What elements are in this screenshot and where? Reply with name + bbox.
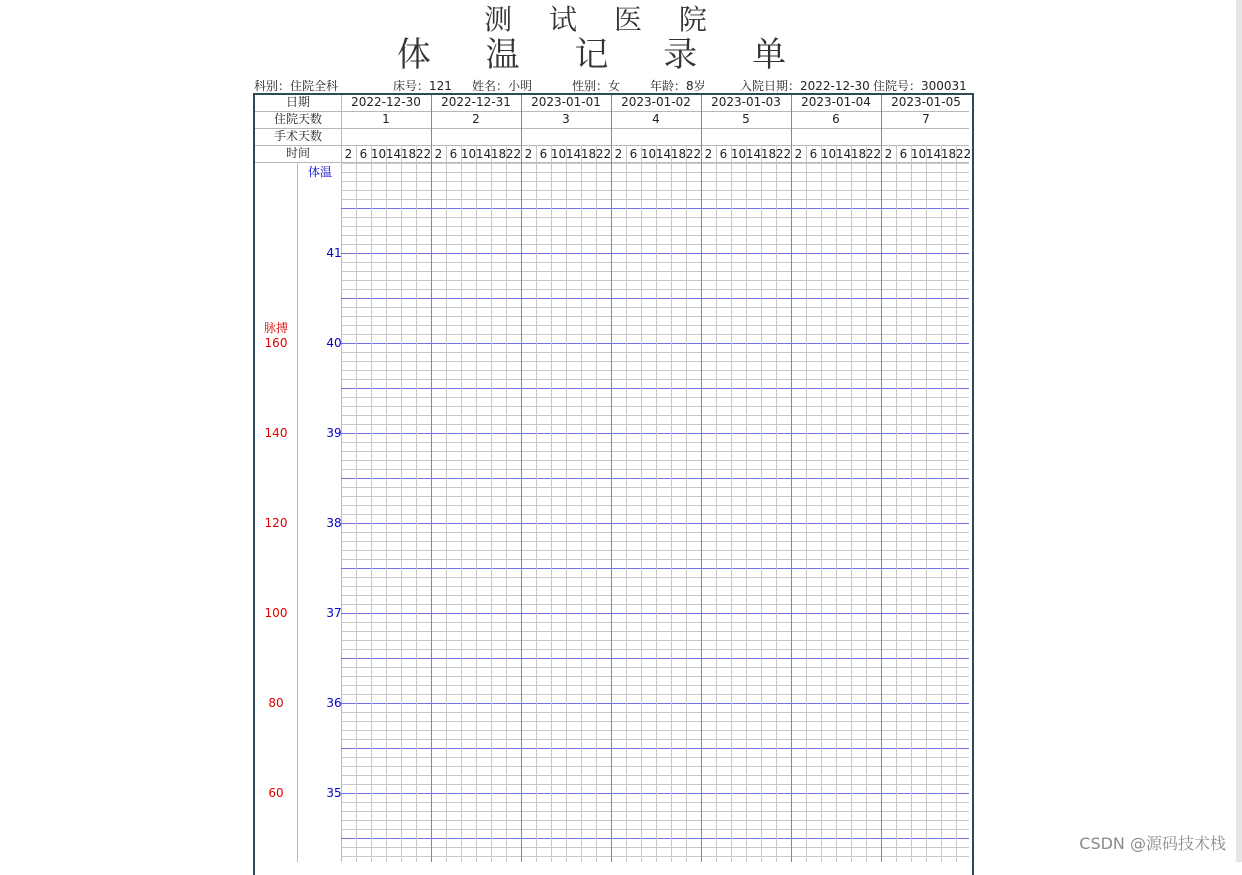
time-slot-label: 22 bbox=[415, 147, 432, 161]
hospital-name: 测 试 医 院 bbox=[484, 3, 721, 36]
temperature-tick: 41 bbox=[326, 246, 342, 260]
time-slot-label: 22 bbox=[865, 147, 882, 161]
hospital-day-cell: 7 bbox=[922, 112, 930, 126]
time-slot-label: 22 bbox=[505, 147, 522, 161]
time-slot-label: 18 bbox=[850, 147, 867, 161]
time-slot-label: 22 bbox=[685, 147, 702, 161]
date-cell: 2023-01-01 bbox=[531, 95, 601, 109]
date-cell: 2022-12-30 bbox=[351, 95, 421, 109]
time-slot-label: 14 bbox=[925, 147, 942, 161]
time-slot-label: 14 bbox=[475, 147, 492, 161]
time-slot-label: 2 bbox=[614, 147, 623, 161]
pulse-tick: 120 bbox=[264, 516, 288, 530]
hospital-day-cell: 1 bbox=[382, 112, 390, 126]
temperature-axis-label: 体温 bbox=[307, 165, 333, 179]
time-slot-label: 6 bbox=[539, 147, 548, 161]
time-slot-label: 18 bbox=[580, 147, 597, 161]
date-cell: 2022-12-31 bbox=[441, 95, 511, 109]
time-slot-label: 6 bbox=[359, 147, 368, 161]
time-slot-label: 22 bbox=[595, 147, 612, 161]
age-label: 年龄：8岁 bbox=[650, 79, 706, 93]
scrollbar-thumb[interactable] bbox=[1236, 0, 1242, 862]
time-slot-label: 10 bbox=[550, 147, 567, 161]
pulse-axis-label: 脉搏 bbox=[263, 321, 289, 335]
time-slot-label: 6 bbox=[899, 147, 908, 161]
temperature-tick: 38 bbox=[326, 516, 342, 530]
date-cell: 2023-01-05 bbox=[891, 95, 961, 109]
page-scrollbar[interactable] bbox=[1236, 0, 1242, 862]
row-label-hospital-days: 住院天数 bbox=[273, 112, 322, 126]
pulse-tick: 140 bbox=[264, 426, 288, 440]
time-slot-label: 2 bbox=[794, 147, 803, 161]
time-slot-label: 18 bbox=[940, 147, 957, 161]
date-cell: 2023-01-03 bbox=[711, 95, 781, 109]
time-slot-label: 6 bbox=[719, 147, 728, 161]
time-slot-label: 22 bbox=[775, 147, 792, 161]
row-label-time: 时间 bbox=[285, 146, 310, 160]
time-slot-label: 10 bbox=[910, 147, 927, 161]
pulse-tick: 60 bbox=[268, 786, 284, 800]
date-cell: 2023-01-02 bbox=[621, 95, 691, 109]
pulse-tick: 80 bbox=[268, 696, 284, 710]
time-slot-label: 18 bbox=[670, 147, 687, 161]
time-slot-label: 2 bbox=[524, 147, 533, 161]
admission-date-label: 入院日期：2022-12-30 bbox=[740, 79, 870, 93]
time-slot-label: 14 bbox=[655, 147, 672, 161]
time-slot-label: 10 bbox=[820, 147, 837, 161]
time-slot-label: 14 bbox=[745, 147, 762, 161]
hospital-day-cell: 5 bbox=[742, 112, 750, 126]
watermark: CSDN @源码技术栈 bbox=[1079, 834, 1226, 853]
row-label-surgery-days: 手术天数 bbox=[273, 129, 322, 143]
time-slot-label: 2 bbox=[884, 147, 893, 161]
time-slot-label: 18 bbox=[400, 147, 417, 161]
date-cell: 2023-01-04 bbox=[801, 95, 871, 109]
time-slot-label: 6 bbox=[809, 147, 818, 161]
temperature-tick: 36 bbox=[326, 696, 342, 710]
gender-label: 性别：女 bbox=[572, 79, 621, 93]
page-title: 体 温 记 录 单 bbox=[396, 35, 809, 75]
time-slot-label: 14 bbox=[835, 147, 852, 161]
name-label: 姓名：小明 bbox=[472, 79, 533, 93]
time-slot-label: 18 bbox=[490, 147, 507, 161]
time-slot-label: 14 bbox=[565, 147, 582, 161]
pulse-tick: 100 bbox=[264, 606, 288, 620]
time-slot-label: 6 bbox=[449, 147, 458, 161]
bed-label: 床号：121 bbox=[393, 79, 452, 93]
time-slot-label: 2 bbox=[704, 147, 713, 161]
time-slot-label: 10 bbox=[460, 147, 477, 161]
hospital-day-cell: 4 bbox=[652, 112, 660, 126]
time-slot-label: 10 bbox=[370, 147, 387, 161]
time-slot-label: 18 bbox=[760, 147, 777, 161]
temperature-tick: 37 bbox=[326, 606, 342, 620]
row-label-date: 日期 bbox=[285, 95, 310, 109]
hospital-number-label: 住院号：300031 bbox=[873, 79, 967, 93]
time-slot-label: 10 bbox=[640, 147, 657, 161]
temperature-tick: 35 bbox=[326, 786, 342, 800]
hospital-day-cell: 6 bbox=[832, 112, 840, 126]
hospital-day-cell: 3 bbox=[562, 112, 570, 126]
temperature-tick: 39 bbox=[326, 426, 342, 440]
temperature-tick: 40 bbox=[326, 336, 342, 350]
time-slot-label: 22 bbox=[955, 147, 972, 161]
time-slot-label: 2 bbox=[344, 147, 353, 161]
hospital-day-cell: 2 bbox=[472, 112, 480, 126]
department-label: 科别：住院全科 bbox=[254, 79, 339, 93]
time-slot-label: 2 bbox=[434, 147, 443, 161]
time-slot-label: 10 bbox=[730, 147, 747, 161]
pulse-tick: 160 bbox=[264, 336, 288, 350]
time-slot-label: 6 bbox=[629, 147, 638, 161]
chart-frame bbox=[253, 93, 974, 875]
time-slot-label: 14 bbox=[385, 147, 402, 161]
